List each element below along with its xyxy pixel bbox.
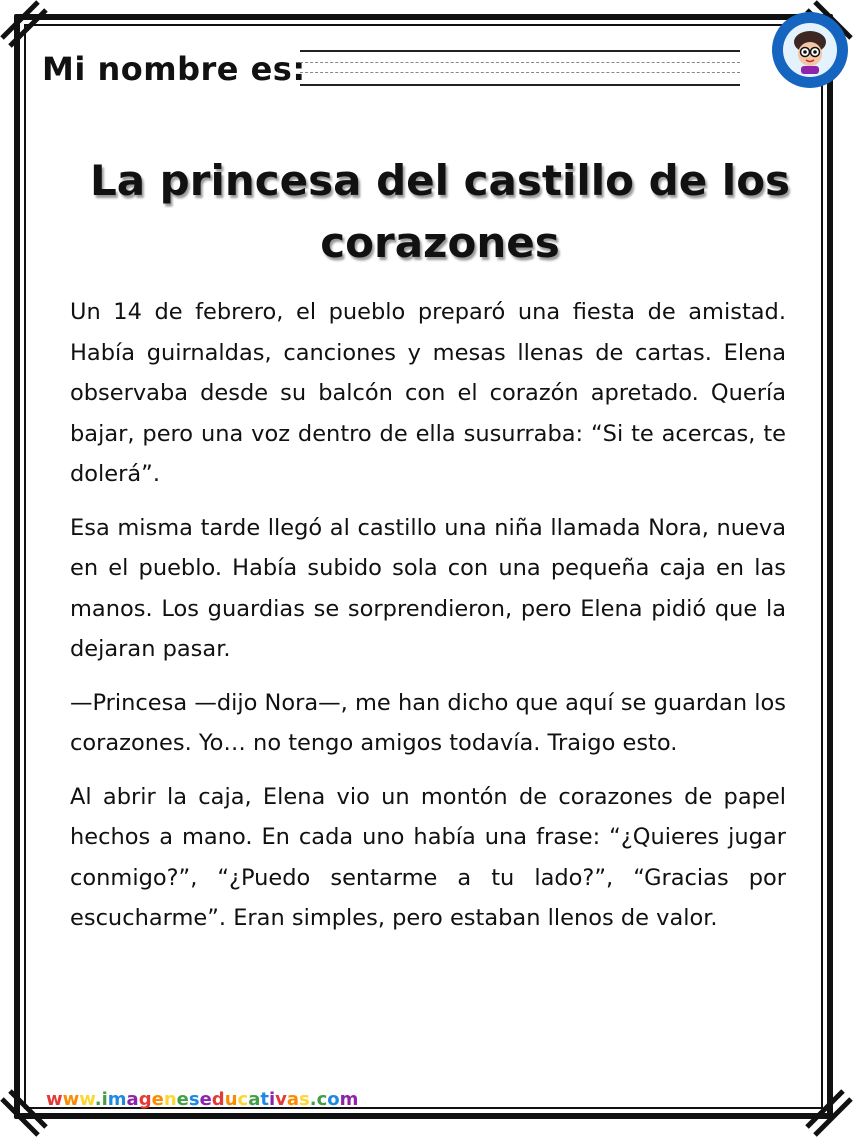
name-writing-lines[interactable] [300,50,740,88]
page-title: La princesa del castillo de los corazones [89,156,791,267]
paragraph: Al abrir la caja, Elena vio un montón de corazones de papel hechos a mano. En cada uno había una frase: “¿Quieres jugar conmigo?”, “¿Puedo sentarme a tu lado?”, “Gracias por escucharme”. Eran simples, pero estaban llenos de valor. [70,783,786,931]
corner-decoration-bottom-right [783,1067,853,1137]
owl-teacher-logo-icon [770,10,850,90]
paragraph: —Princesa —dijo Nora—, me han dicho que aquí se guardan los corazones. Yo… no tengo amigos todavía. Traigo esto. [70,689,786,756]
paragraph: Esa misma tarde llegó al castillo una niña llamada Nora, nueva en el pueblo. Había subido sola con una pequeña caja en las manos. Los guardias se sorprendieron, pero Elena pidió que la dejaran pasar. [70,514,786,662]
name-label: Mi nombre es: [42,50,306,88]
footer-url-text: www.imageneseducativas.com [46,1089,359,1110]
paragraph: Un 14 de febrero, el pueblo preparó una fiesta de amistad. Había guirnaldas, canciones y mesas llenas de cartas. Elena observaba desde su balcón con el corazón apretado. Quería bajar, pero una voz dentro de ella susurraba: “Si te acercas, te dolerá”. [70,299,786,487]
footer-website-url [46,1089,358,1110]
reading-text [70,292,786,952]
name-field-row [42,48,742,96]
